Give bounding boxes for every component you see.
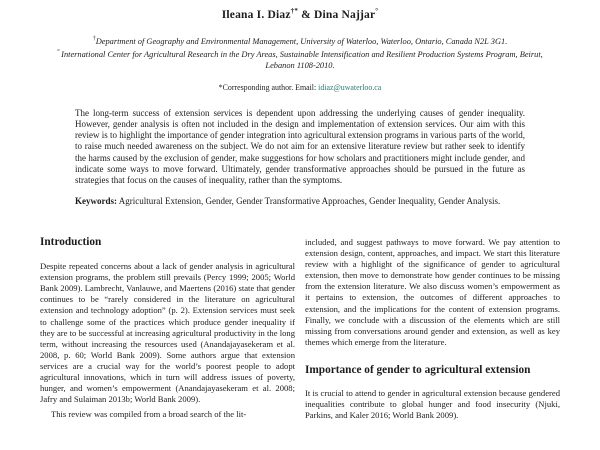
keywords-label: Keywords: xyxy=(75,195,117,206)
introduction-paragraph-1: Despite repeated concerns about a lack of gender analysis in agricultural extension programs, the problem still prevails (Percy 1999; 2005; World Bank 2009). Lambrecht, Vanlauwe, and Maertens (2016) state that gender continues to be “rarely considered in the literature on agricultural extension and technology adoption” (p. 2). Extension services must seek to challenge some of the practices which produce gender inequality if they are to be successful at increasing agricultural productivity in the long term, without increasing the resources used (Anandajayasekeram et al. 2008, p. 60; World Bank 2009). Some authors argue that extension services are a crucial way for the world’s poorest people to adopt agricultural innovations, which in turn will address issues of poverty, hunger, and women’s empowerment (Anandajayasekeram et al. 2008; Jafry and Sulaiman 2013b; World Bank 2009). xyxy=(40,261,295,405)
introduction-heading: Introduction xyxy=(40,235,102,248)
affiliation-marker-2: ° xyxy=(57,49,62,56)
right-column xyxy=(305,237,560,421)
affiliation-text-1: Department of Geography and Environmental Management, University of Waterloo, Waterloo, Ontario, Canada N2L 3G1. xyxy=(95,36,508,46)
corresponding-author-prefix: *Corresponding author. Email: xyxy=(218,83,319,93)
author-separator: & xyxy=(298,8,314,21)
author-name-1: Ileana I. Diaz xyxy=(221,8,291,21)
right-column-paragraph-1: included, and suggest pathways to move forward. We pay attention to extension design, content, approaches, and impact. We start this literature review with a highlight of the significance of gender to agricultural extension, then move to demonstrate how gender continues to be missing from the extension literature. We also discuss women’s empowerment as it pertains to extension, the outcomes of different approaches to extension, and the implications for the content of extension programs. Finally, we conclude with a discussion of the elements which are still missing from conversations around gender and extension, as well as key themes which emerge from the literature. xyxy=(305,236,560,347)
two-column-body xyxy=(0,237,600,421)
corresponding-author-note xyxy=(0,83,600,92)
affiliation-marker-1: † xyxy=(92,35,96,42)
affiliation-line-2 xyxy=(45,47,555,71)
affiliation-text-2: International Center for Agricultural Research in the Dry Areas, Sustainable Intensification and Resilient Production Systems Program, Beirut, Lebanon 1108-2010. xyxy=(61,50,543,70)
email-link[interactable]: idiaz@uwaterloo.ca xyxy=(318,83,382,93)
author-1-affiliation-marker: †* xyxy=(290,7,299,15)
introduction-paragraph-2: This review was compiled from a broad search of the lit- xyxy=(51,409,247,420)
affiliation-line-1 xyxy=(45,34,555,47)
importance-section-heading: Importance of gender to agricultural extension xyxy=(305,363,531,376)
affiliations-block xyxy=(45,34,555,71)
author-line xyxy=(0,7,600,21)
abstract-text: The long-term success of extension services is dependent upon addressing the underlying causes of gender inequality. However, gender analysis is often not included in the design and implementation of extension services. Our aim with this review is to highlight the importance of gender integration into agricultural extension programs in various parts of the world, to raise much needed awareness on the subject. We do not aim for an extensive literature review but rather seek to identify the harms caused by the exclusion of gender, make suggestions for how scholars and practitioners might include gender, and indicate some ways to move forward. Ultimately, gender transformative approaches should be pursued in the future as strategies that focus on the causes of inequality, rather than the symptoms. xyxy=(75,108,525,185)
importance-paragraph-1: It is crucial to attend to gender in agricultural extension because gendered inequalities contribute to global hunger and food insecurity (Njuki, Parkins, and Kaler 2016; World Bank 2009). xyxy=(305,387,560,421)
author-name-2: Dina Najjar xyxy=(313,8,376,21)
left-column xyxy=(40,237,295,421)
keywords-text: Agricultural Extension, Gender, Gender Transformative Approaches, Gender Inequality, Gender Analysis. xyxy=(117,195,501,206)
author-2-affiliation-marker: ° xyxy=(375,7,379,15)
keywords-line xyxy=(75,196,525,207)
